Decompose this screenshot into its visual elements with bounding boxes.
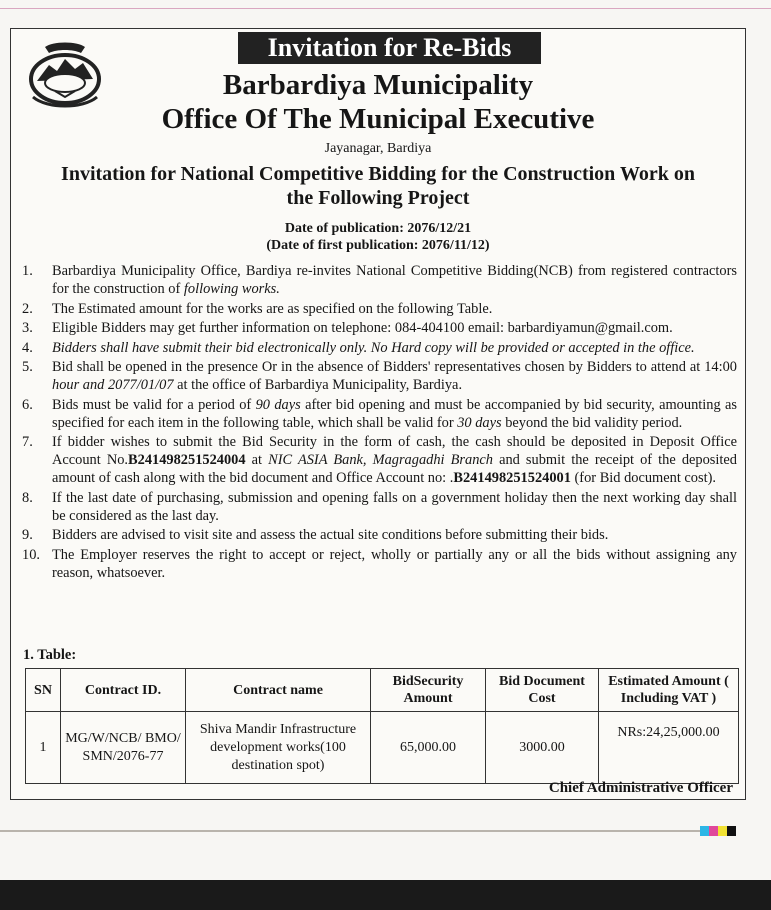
bank-name: NIC ASIA Bank, Magragadhi Branch [268,452,493,468]
deposit-account-number: B241498251524004 [128,452,246,468]
swatch-black [727,826,736,836]
cell-contract-id: MG/W/NCB/ BMO/ SMN/2076-77 [61,712,186,784]
clause-number: 3. [22,320,33,336]
header-sn: SN [26,669,61,712]
clause-item [19,339,737,357]
cell-bid-security: 65,000.00 [371,712,486,784]
clause-number: 4. [22,339,33,356]
clause-text-part: (for Bid document cost). [570,470,716,486]
clause-text-part: beyond the bid validity period. [501,414,683,431]
clause-item [19,526,737,544]
first-publication-date: (Date of first publication: 2076/11/12) [266,238,490,253]
color-swatches [700,826,736,836]
clause-text [52,433,737,487]
clause-text: The Estimated amount for the works are as specified on the following Table. [52,300,493,317]
table-header-row [26,669,739,712]
notice-frame [10,28,746,800]
clause-text-part: and submit the receipt of the deposited amount of cash along with the bid document and Office Account no: . [52,452,737,486]
clause-text [52,358,737,394]
print-rule [0,830,700,832]
clause-item [19,319,737,337]
top-rule [0,8,771,9]
office-account-number: B241498251524001 [453,470,571,486]
header-bid-security: BidSecurity Amount [371,669,486,712]
clause-item [19,262,737,298]
clause-number: 6. [22,396,33,413]
clause-number: 8. [22,489,33,506]
clause-text [52,262,737,298]
clause-text [52,396,737,432]
clause-number: 9. [22,527,33,543]
table-row [26,712,739,784]
clause-item [19,489,737,525]
bottom-bar [0,880,771,910]
clause-item [19,300,737,318]
swatch-yellow [718,826,727,836]
clause-text-part: at [245,452,269,468]
location: Jayanagar, Bardiya [324,141,432,156]
contract-table [25,668,739,784]
clause-text-italic: hour and 2077/01/07 [52,377,174,393]
swatch-magenta [709,826,718,836]
signatory: Chief Administrative Officer [548,780,733,796]
clause-text: Bidders shall have submit their bid electronically only. No Hard copy will be provided or accepted in the office. [52,339,695,356]
clause-text: Bidders are advised to visit site and assess the actual site conditions before submitting their bids. [52,527,609,543]
clause-text-italic: 90 days [255,396,301,413]
clause-text-part: at the office of Barbardiya Municipality, Bardiya. [173,377,463,393]
municipality-name: Barbardiya Municipality [222,69,534,101]
clause-text-part: after bid opening and must be accompanied by bid security, amounting as specified for each item in the following table, which shall be valid for [52,396,737,431]
clause-text: If the last date of purchasing, submission and opening falls on a government holiday then the next working day shall be considered as the last day. [52,489,737,524]
cell-sn: 1 [26,712,61,784]
clause-item [19,396,737,432]
clause-text-italic: 30 days [457,414,502,431]
clause-number: 7. [22,434,33,450]
clause-number: 5. [22,359,33,375]
clause-text: Eligible Bidders may get further information on telephone: 084-404100 email: barbardiyamun@gmail.com. [52,320,673,336]
clause-text: The Employer reserves the right to accept or reject, wholly or partially any or all the bids without assigning any reason, whatsoever. [52,546,737,581]
header-contract-id: Contract ID. [61,669,186,712]
clause-number: 10. [22,546,40,563]
clause-text-part: Bids must be valid for a period of [52,396,256,413]
table-label: 1. Table: [23,647,77,663]
clause-text-part: Bid shall be opened in the presence Or in the absence of Bidders' representatives chosen by Bidders to attend at 14:00 [52,359,737,375]
swatch-cyan [700,826,709,836]
cell-bid-document-cost: 3000.00 [486,712,599,784]
clause-text-part: If bidder wishes to submit the Bid Security in the form of cash, the cash should be deposited in Deposit Office Account No. [52,434,737,468]
header-bid-document-cost: Bid Document Cost [486,669,599,712]
clause-item [19,433,737,487]
clause-item [19,546,737,582]
clause-text-part: Barbardiya Municipality Office, Bardiya re-invites National Competitive Bidding(NCB) from registered contractors for the construction of [52,263,737,297]
notice-banner: Invitation for Re-Bids [238,32,541,64]
publication-date: Date of publication: 2076/12/21 [284,221,472,236]
clause-list [19,262,737,583]
clause-item [19,358,737,394]
clause-number: 1. [22,263,33,279]
cell-contract-name: Shiva Mandir Infrastructure development works(100 destination spot) [186,712,371,784]
invitation-title: Invitation for National Competitive Bidding for the Construction Work on the Following Project [61,163,695,209]
cell-estimated-amount: NRs:24,25,000.00 [599,712,739,784]
clause-text-italic: following works. [183,281,280,297]
office-name: Office Of The Municipal Executive [161,103,595,135]
clause-number: 2. [22,300,33,317]
header-contract-name: Contract name [186,669,371,712]
header-estimated-amount: Estimated Amount ( Including VAT ) [599,669,739,712]
